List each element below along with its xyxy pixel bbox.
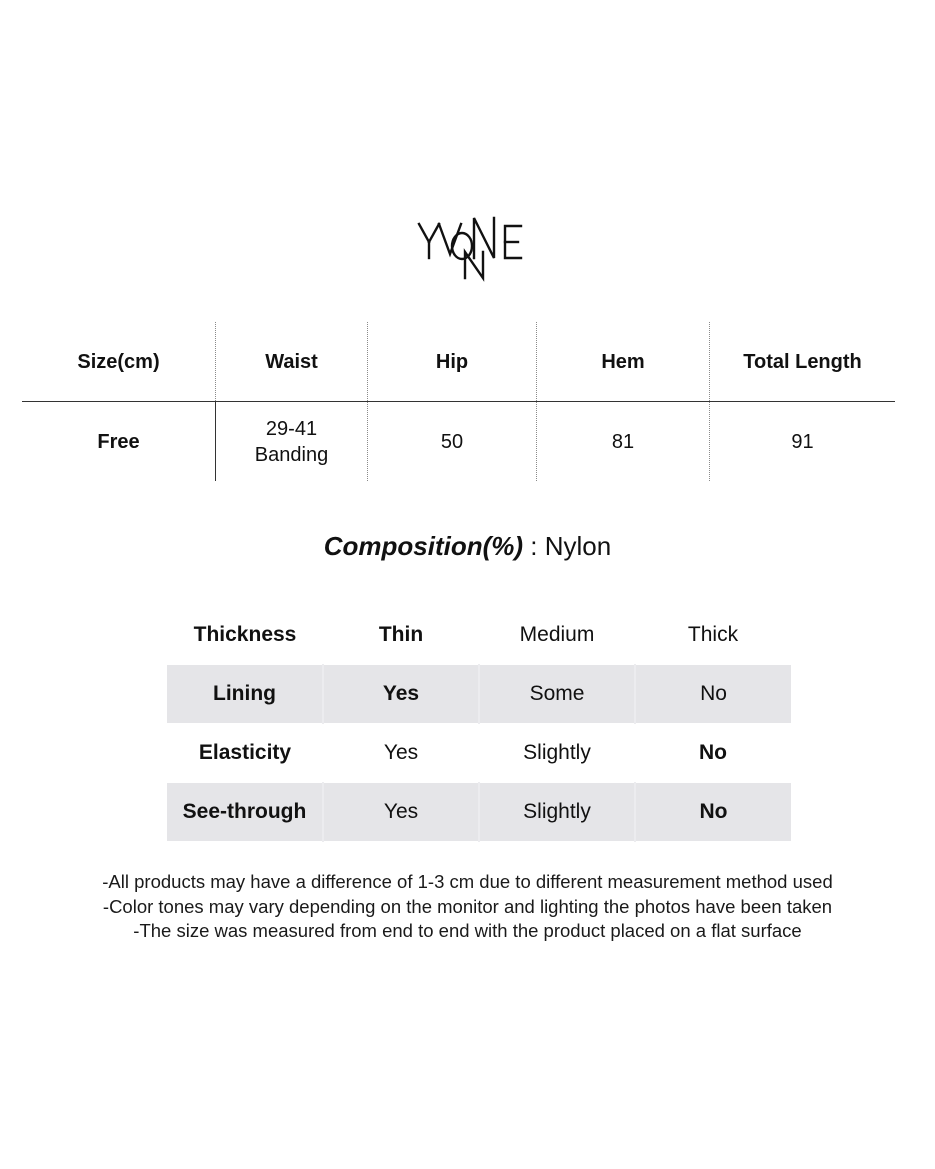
fabric-option: Thin — [323, 606, 479, 665]
note-line: -Color tones may vary depending on the monitor and lighting the photos have been taken — [102, 895, 833, 917]
cell-hem: 81 — [537, 402, 710, 482]
fabric-option: Thick — [635, 606, 791, 665]
cell-hip: 50 — [368, 402, 537, 482]
composition-value: Nylon — [544, 531, 612, 561]
cell-size: Free — [97, 430, 140, 453]
fabric-option: Yes — [323, 783, 479, 842]
note-line: -All products may have a difference of 1-3 cm due to different measurement method used — [102, 871, 833, 892]
size-table-header-row — [22, 322, 895, 402]
fabric-option: Some — [479, 665, 635, 724]
header-size: Size(cm) — [77, 350, 160, 373]
fabric-attr-name: Lining — [167, 665, 323, 724]
header-hem: Hem — [537, 322, 710, 402]
header-waist: Waist — [216, 322, 368, 402]
fabric-option: Yes — [323, 665, 479, 724]
header-hip: Hip — [368, 322, 537, 402]
fabric-row-thickness — [167, 606, 791, 665]
cell-waist — [216, 402, 368, 482]
fabric-option: No — [635, 783, 791, 842]
fabric-attr-name: Elasticity — [167, 724, 323, 783]
fabric-option: Slightly — [479, 724, 635, 783]
brand-logo — [417, 214, 529, 282]
fabric-row-lining — [167, 665, 791, 724]
fabric-option: Slightly — [479, 783, 635, 842]
composition-label: Composition(%) — [323, 531, 524, 561]
cell-waist-note: Banding — [254, 443, 329, 466]
disclaimer-notes — [0, 870, 935, 944]
composition-line — [0, 528, 935, 564]
fabric-option: Medium — [479, 606, 635, 665]
cell-waist-range: 29-41 — [265, 417, 318, 440]
note-line: -The size was measured from end to end with the product placed on a flat surface — [133, 920, 802, 941]
fabric-properties-table — [167, 606, 791, 842]
table-row — [22, 402, 895, 482]
fabric-row-see-through — [167, 783, 791, 842]
fabric-option: Yes — [323, 724, 479, 783]
fabric-row-elasticity — [167, 724, 791, 783]
size-table — [22, 322, 895, 481]
header-total-length: Total Length — [710, 322, 896, 402]
fabric-option: No — [635, 724, 791, 783]
fabric-option: No — [635, 665, 791, 724]
composition-separator: : — [523, 531, 545, 561]
fabric-attr-name: See-through — [167, 783, 323, 842]
fabric-attr-name: Thickness — [167, 606, 323, 665]
cell-total-length: 91 — [710, 402, 896, 482]
